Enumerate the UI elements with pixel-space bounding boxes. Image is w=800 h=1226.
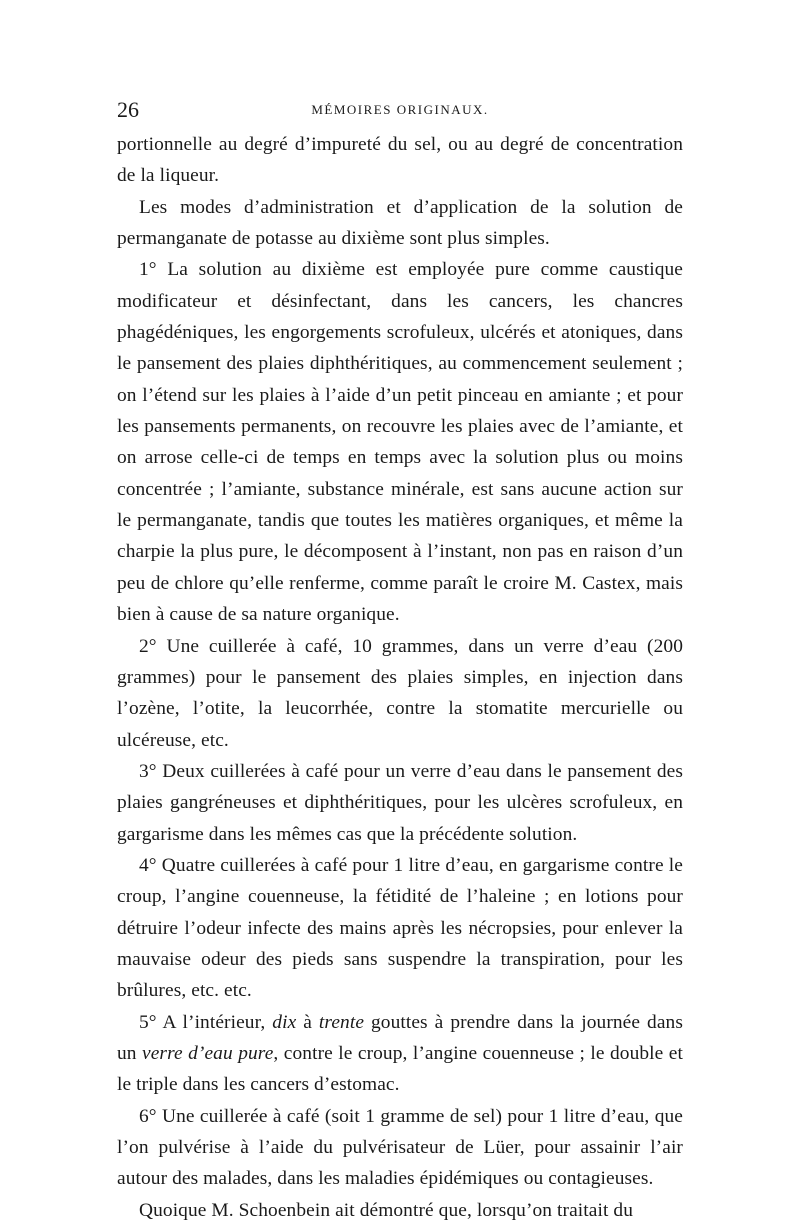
item-5-italic-trente: trente [318,1011,365,1033]
book-page [117,95,683,1226]
running-head: MÉMOIRES ORIGINAUX. [311,102,489,117]
page-header [117,95,683,125]
item-5-italic-dix: dix [272,1011,297,1033]
paragraph-item-2: 2° Une cuillerée à café, 10 grammes, dans un verre d’eau (200 grammes) pour le pansement des plaies simples, en injection dans l’ozène, l’otite, la leucorrhée, contre la stomatite mercurielle ou ulcéreuse, etc. [117,635,683,751]
paragraph-administration-modes: Les modes d’administration et d’application de la solution de permanganate de potasse au dixième sont plus simples. [117,196,683,250]
item-5-text-end: , contre le croup, l’angine couenneuse ; le double et le triple dans les cancers d’estomac. [117,1042,683,1096]
paragraph-item-6: 6° Une cuillerée à café (soit 1 gramme de sel) pour 1 litre d’eau, que l’on pulvérise à l’aide du pulvérisateur de Lüer, pour assainir l’air autour des malades, dans les maladies épidémiques ou contagieuses. [117,1105,683,1190]
paragraph-item-4: 4° Quatre cuillerées à café pour 1 litre d’eau, en gargarisme contre le croup, l’angine couenneuse, la fétidité de l’haleine ; en lotions pour détruire l’odeur infecte des mains après les nécropsies, pour enlever la mauvaise odeur des pieds sans suspendre la transpiration, pour les brûlures, etc. etc. [117,854,683,1002]
item-5-text-a: à [296,1011,319,1033]
page-number: 26 [117,97,139,122]
paragraph-final: Quoique M. Schoenbein ait démontré que, lorsqu’on traitait du [139,1199,633,1221]
paragraph-item-3: 3° Deux cuillerées à café pour un verre d’eau dans le pansement des plaies gangréneuses et diphthéritiques, pour les ulcères scrofuleux, en gargarisme dans les mêmes cas que la précédente solution. [117,760,683,845]
paragraph-item-1: 1° La solution au dixième est employée pure comme caustique modificateur et désinfectant, dans les cancers, les chancres phagédéniques, les engorgements scrofuleux, ulcérés et atoniques, dans le pansement des plaies diphthéritiques, au commencement seulement ; on l’étend sur les plaies à l’aide d’un petit pinceau en amiante ; et pour les pansements permanents, on recouvre les plaies avec de l’amiante, et on arrose celle-ci de temps en temps avec la solution plus ou moins concentrée ; l’amiante, substance minérale, est sans aucune action sur le permanganate, tandis que toutes les matières organiques, et même la charpie la plus pure, le décomposent à l’instant, non pas en raison d’un peu de chlore qu’elle renferme, comme paraît le croire M. Castex, mais bien à cause de sa nature organique. [117,259,683,626]
paragraph-continuation: portionnelle au degré d’impureté du sel, ou au degré de concentration de la liqueur. [117,134,683,187]
item-5-text-middle: gouttes à prendre dans la journée dans un [117,1011,683,1064]
body-text [117,129,683,1226]
paragraph-item-5 [117,1007,683,1101]
item-5-text-start: 5° A l’intérieur, [139,1011,273,1033]
item-5-italic-verre-eau: verre d’eau pure [142,1042,274,1064]
